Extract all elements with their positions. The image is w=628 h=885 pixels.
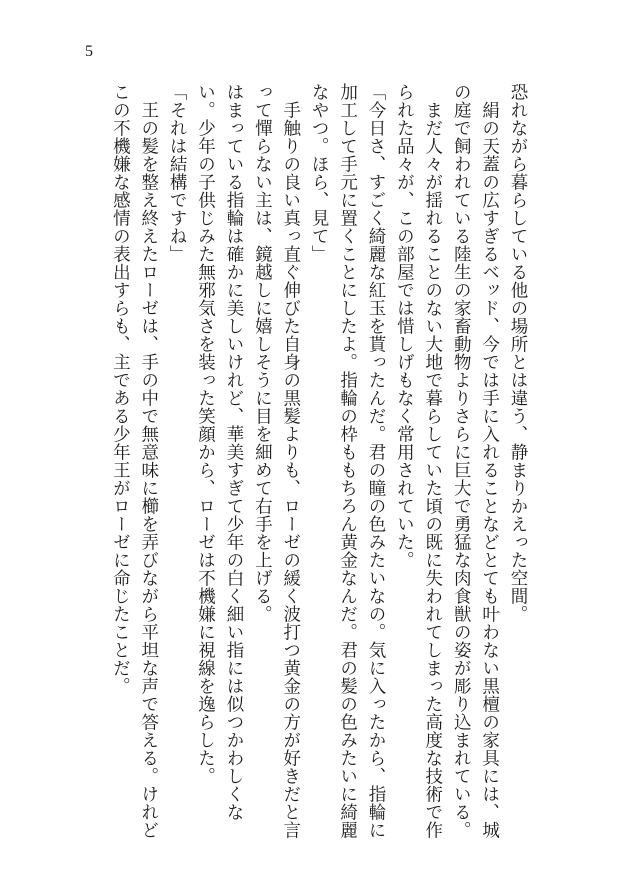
- paragraph: はまっている指輪は確かに美しいけれど、華美すぎて少年の白く細い指には似つかわしくない。少年の子供じみた無邪気さを装った笑顔から、ローゼは不機嫌に視線を逸らした。: [195, 83, 244, 821]
- paragraph: 恐れながら暮らしている他の場所とは違う、静まりかえった空間。: [508, 83, 528, 623]
- dialogue-paragraph: 「今日さ、すごく綺麗な紅玉を貰ったんだ。君の瞳の色みたいなの。気に入ったから、指輪に加工して手元に置くことにしたよ。指輪の枠ももちろん黄金なんだ。君の髪の色みたいに綺麗なやつ。ほら、見て」: [309, 83, 386, 839]
- dialogue-paragraph: 「それは結構ですね」: [167, 83, 188, 263]
- paragraph: 王の髪を整え終えたローゼは、手の中で無意味に櫛を弄びながら平坦な声で答える。けれどこの不機嫌な感情の表出すらも、主である少年王がローゼに命じたことだ。: [110, 83, 159, 839]
- paragraph: 手触りの良い真っ直ぐ伸びた自身の黒髪よりも、ローゼの緩く波打つ黄金の方が好きだと言って憚らない主は、鏡越しに嬉しそうに目を細めて右手を上げる。: [252, 83, 301, 839]
- vertical-text-body: [82, 83, 532, 843]
- paragraph: 絹の天蓋の広すぎるベッド、今では手に入れることなどとても叶わない黒檀の家具には、城の庭で飼われている陸生の家畜動物よりさらに巨大で勇猛な肉食獣の姿が彫り込まれている。: [451, 83, 500, 839]
- page-number: 5: [85, 43, 93, 60]
- paragraph: まだ人々が揺れることのない大地で暮らしていた頃の既に失われてしまった高度な技術で作られた品々が、この部屋では惜しげもなく常用されていた。: [394, 83, 443, 839]
